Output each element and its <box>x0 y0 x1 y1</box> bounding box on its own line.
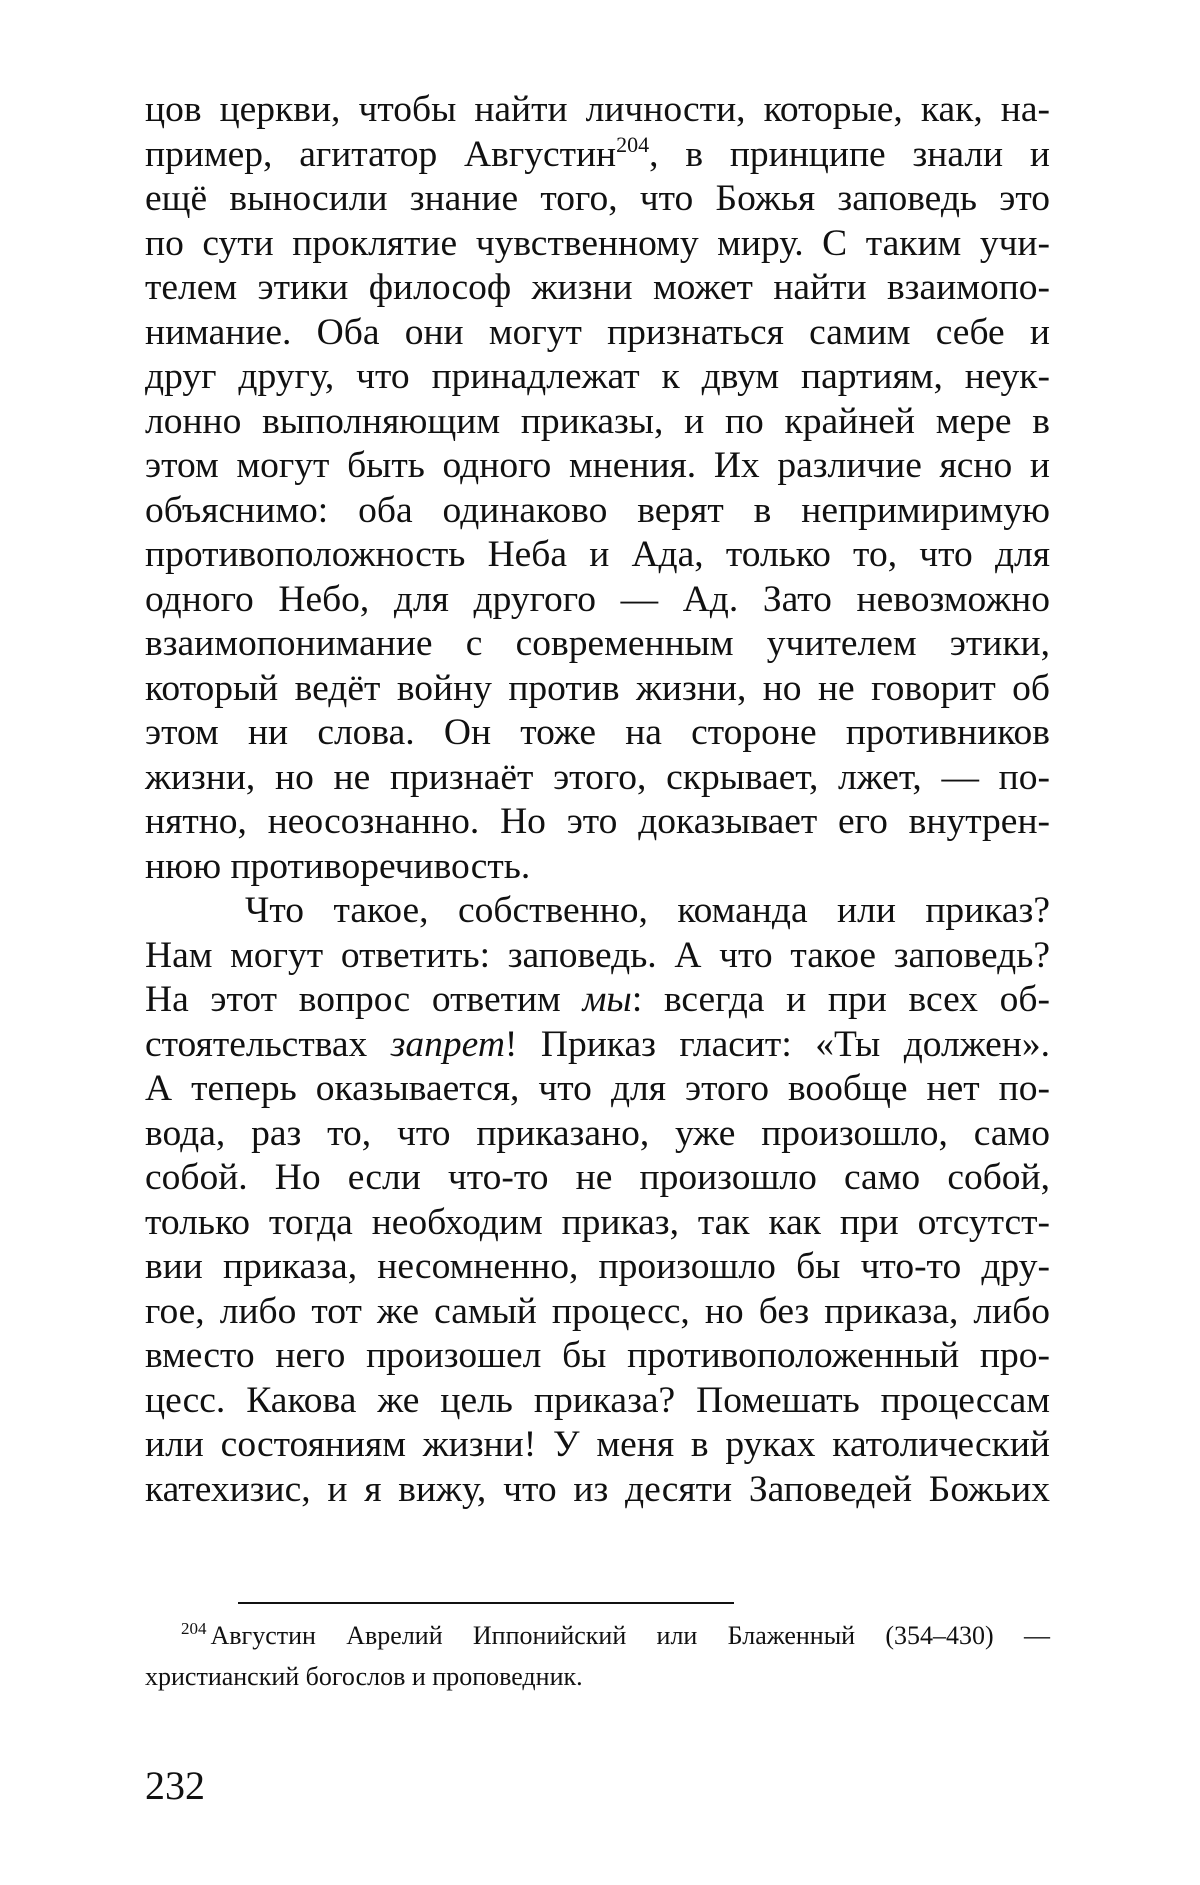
text-line: этом могут быть одного мнения. Их различие ясно и <box>145 445 1050 486</box>
text-line: гое, либо тот же самый процесс, но без приказа, либо <box>145 1290 1050 1332</box>
text-run: стоятельствах <box>145 1023 391 1065</box>
text-line: телем этики философ жизни может найти взаимопо- <box>145 267 1050 308</box>
footnote-text: Августин Аврелий Иппонийский или Блаженный (354–430) — <box>210 1621 1050 1650</box>
italic-emphasis: запрет <box>390 1023 505 1065</box>
text-line: только тогда необходим приказ, так как при отсутст- <box>145 1201 1050 1243</box>
text-run: На этот вопрос ответим <box>145 979 583 1020</box>
footnote-line: христианский богослов и проповедник. <box>145 1662 583 1691</box>
footnote-line <box>145 1615 1050 1656</box>
footnote-divider <box>238 1602 734 1604</box>
text-line: одного Небо, для другого — Ад. Зато невозможно <box>145 578 1050 620</box>
text-run: пример, агитатор Августин <box>145 133 617 175</box>
text-line: нятно, неосознанно. Но это доказывает его внутрен- <box>145 801 1050 842</box>
text-line: лонно выполняющим приказы, и по крайней мере в <box>145 400 1050 442</box>
page-number: 232 <box>145 1763 205 1808</box>
text-line: Что такое, собственно, команда или приказ? <box>245 890 1050 931</box>
text-line: вода, раз то, что приказано, уже произошло, само <box>145 1112 1050 1154</box>
text-line <box>145 978 1050 1023</box>
body-text <box>145 88 1050 1512</box>
text-line: собой. Но если что-то не произошло само собой, <box>145 1157 1050 1198</box>
text-line: объяснимо: оба одинаково верят в непримиримую <box>145 489 1050 531</box>
text-line: противоположность Неба и Ада, только то, что для <box>145 534 1050 575</box>
text-line: по сути проклятие чувственному миру. С таким учи- <box>145 222 1050 264</box>
text-line: или состояниям жизни! У меня в руках католический <box>145 1424 1050 1465</box>
text-line: этом ни слова. Он тоже на стороне противников <box>145 712 1050 753</box>
text-line: друг другу, что принадлежат к двум партиям, неук- <box>145 356 1050 397</box>
text-line: нюю противоречивость. <box>145 845 531 887</box>
text-run: , в принципе знали и <box>649 133 1050 175</box>
text-line: Нам могут ответить: заповедь. А что такое заповедь? <box>145 934 1050 976</box>
text-line <box>145 133 1050 178</box>
text-line: который ведёт войну против жизни, но не говорит об <box>145 667 1050 709</box>
text-line: катехизис, и я вижу, что из десяти Заповедей Божьих <box>145 1468 1050 1510</box>
text-line: жизни, но не признаёт этого, скрывает, лжет, — по- <box>145 756 1050 798</box>
italic-emphasis: мы <box>582 979 632 1020</box>
footnote-reference[interactable]: 204 <box>616 131 650 157</box>
footnote <box>145 1615 1050 1697</box>
text-line: цов церкви, чтобы найти личности, которые, как, на- <box>145 89 1050 130</box>
text-line: цесс. Какова же цель приказа? Помешать процессам <box>145 1379 1050 1421</box>
text-line: ещё выносили знание того, что Божья заповедь это <box>145 178 1050 219</box>
footnote-marker: 204 <box>181 1619 207 1638</box>
text-line: взаимопонимание с современным учителем этики, <box>145 623 1050 664</box>
text-line: вместо него произошел бы противоположенный про- <box>145 1335 1050 1376</box>
text-line <box>145 1023 1050 1068</box>
text-run: ! Приказ гласит: «Ты должен». <box>504 1023 1050 1065</box>
text-line: нимание. Оба они могут признаться самим себе и <box>145 311 1050 353</box>
text-run: : всегда и при всех об- <box>631 979 1050 1020</box>
text-line: вии приказа, несомненно, произошло бы что-то дру- <box>145 1246 1050 1287</box>
text-line: А теперь оказывается, что для этого вообще нет по- <box>145 1068 1050 1109</box>
